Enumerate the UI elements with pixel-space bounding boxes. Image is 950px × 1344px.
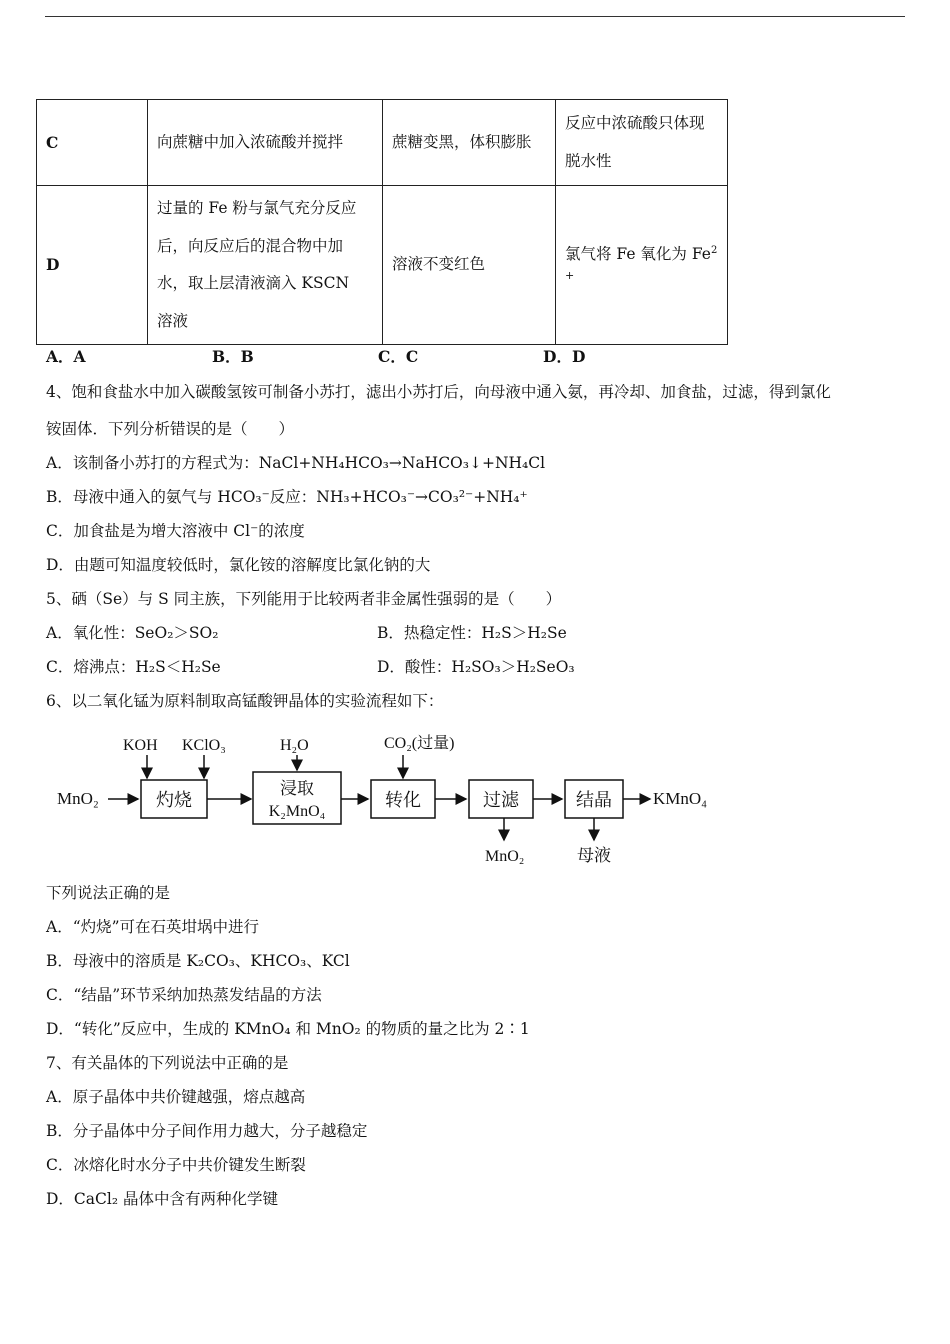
- q4-option-a: A．该制备小苏打的方程式为：NaCl+NH₄HCO₃→NaHCO₃↓+NH₄Cl: [46, 454, 546, 472]
- flow-step-filter: 过滤: [483, 790, 519, 810]
- q5-stem: 5、硒（Se）与 S 同主族，下列能用于比较两者非金属性强弱的是（ ）: [46, 590, 562, 608]
- q6-option-d: D．“转化”反应中，生成的 KMnO₄ 和 MnO₂ 的物质的量之比为 2∶1: [46, 1020, 530, 1038]
- conclusion-line: [565, 243, 718, 265]
- q3-choice-b: B．B: [212, 347, 254, 366]
- reagent-kclo3: KClO₃: [182, 737, 226, 754]
- table-row-d: [37, 186, 728, 345]
- q4-option-d: D．由题可知温度较低时，氯化铵的溶解度比氯化钠的大: [46, 556, 431, 574]
- operation-line: 过量的 Fe 粉与氯气充分反应: [157, 199, 357, 217]
- q6-option-a: A．“灼烧”可在石英坩埚中进行: [46, 918, 260, 936]
- q7-option-d: D．CaCl₂ 晶体中含有两种化学键: [46, 1190, 278, 1208]
- conclusion-cell: [556, 186, 728, 345]
- filter-output-mno2: MnO₂: [485, 848, 525, 865]
- flow-step-leach-product: K₂MnO₄: [268, 803, 326, 820]
- q3-choice-d: D．D: [543, 347, 586, 366]
- q7-stem: 7、有关晶体的下列说法中正确的是: [46, 1054, 289, 1072]
- conclusion-line: 反应中浓硫酸只体现: [565, 114, 705, 132]
- q4-option-b: B．母液中通入的氨气与 HCO₃⁻反应：NH₃+HCO₃⁻→CO₃²⁻+NH₄⁺: [46, 488, 528, 506]
- flow-product: KMnO₄: [653, 789, 708, 808]
- phenomenon-cell: 溶液不变红色: [383, 186, 556, 345]
- charge-plus: +: [565, 269, 575, 282]
- q5-option-a: A．氧化性：SeO₂＞SO₂: [46, 624, 219, 642]
- row-label: C: [37, 100, 148, 186]
- q4-option-c: C．加食盐是为增大溶液中 Cl⁻的浓度: [46, 522, 305, 540]
- conclusion-text: 氯气将 Fe 氧化为 Fe: [565, 245, 711, 263]
- options-table: [36, 99, 728, 345]
- operation-cell: 向蔗糖中加入浓硫酸并搅拌: [148, 100, 383, 186]
- reagent-co2: CO₂(过量): [384, 735, 455, 752]
- q5-option-b: B．热稳定性：H₂S＞H₂Se: [377, 624, 567, 642]
- operation-cell: [148, 186, 383, 345]
- flow-step-convert: 转化: [385, 790, 421, 810]
- process-flow-diagram: [52, 728, 732, 868]
- q6-lead: 下列说法正确的是: [46, 884, 171, 902]
- reagent-h2o: H₂O: [280, 737, 309, 754]
- conclusion-line: 脱水性: [565, 151, 612, 170]
- flow-step-crystallize: 结晶: [576, 790, 612, 810]
- q6-option-c: C．“结晶”环节采纳加热蒸发结晶的方法: [46, 986, 322, 1004]
- operation-line: 溶液: [157, 311, 189, 330]
- reagent-koh: KOH: [123, 737, 158, 754]
- row-label: D: [37, 186, 148, 345]
- q3-choice-a: A．A: [46, 347, 86, 366]
- q3-choice-c: C．C: [378, 347, 419, 366]
- q7-option-a: A．原子晶体中共价键越强，熔点越高: [46, 1088, 306, 1106]
- q6-stem: 6、以二氧化锰为原料制取高锰酸钾晶体的实验流程如下：: [46, 692, 444, 710]
- charge-superscript: 2: [710, 244, 718, 256]
- q7-option-c: C．冰熔化时水分子中共价键发生断裂: [46, 1156, 306, 1174]
- q5-option-c: C．熔沸点：H₂S＜H₂Se: [46, 658, 221, 676]
- operation-line: 后，向反应后的混合物中加: [157, 236, 344, 255]
- phenomenon-cell: 蔗糖变黑，体积膨胀: [383, 100, 556, 186]
- flow-step-leach: 浸取: [280, 779, 314, 798]
- conclusion-cell: [556, 100, 728, 186]
- q4-stem-line-2: 铵固体．下列分析错误的是（ ）: [46, 420, 295, 438]
- flow-start-label: MnO₂: [57, 789, 99, 808]
- table-row-c: [37, 100, 728, 186]
- flow-step-roast: 灼烧: [156, 790, 192, 810]
- q7-option-b: B．分子晶体中分子间作用力越大，分子越稳定: [46, 1122, 368, 1140]
- crystallize-output-mother-liquor: 母液: [577, 846, 611, 865]
- q5-option-d: D．酸性：H₂SO₃＞H₂SeO₃: [377, 658, 575, 676]
- q4-stem-line-1: 4、饱和食盐水中加入碳酸氢铵可制备小苏打，滤出小苏打后，向母液中通入氨，再冷却、加食盐，过滤，得到氯化: [46, 383, 831, 401]
- operation-line: 水，取上层清液滴入 KSCN: [157, 274, 350, 292]
- q6-option-b: B．母液中的溶质是 K₂CO₃、KHCO₃、KCl: [46, 952, 350, 970]
- header-rule: [45, 16, 905, 17]
